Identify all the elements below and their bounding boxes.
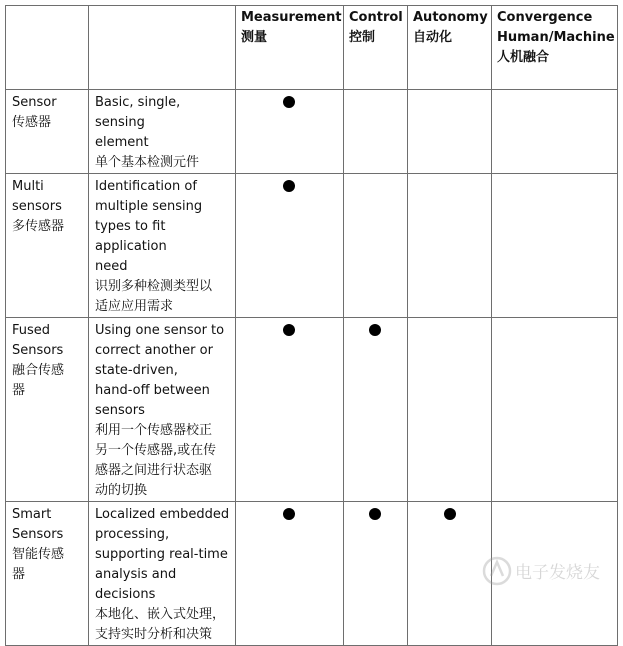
convergence-cell [492,174,618,318]
row-description: Basic, single, sensing element 单个基本检测元件 [89,90,236,174]
control-cell [344,502,408,646]
table-row [6,318,618,502]
autonomy-cell [408,318,492,502]
control-cell [344,90,408,174]
watermark-logo [481,554,609,588]
measurement-cell [236,90,344,174]
row-label: Fused Sensors 融合传感 器 [6,318,89,502]
table-row [6,174,618,318]
measurement-cell [236,502,344,646]
elecfans-logo-icon [484,558,510,584]
bullet-dot-icon [283,508,295,520]
row-label: Multi sensors 多传感器 [6,174,89,318]
control-cell [344,174,408,318]
header-control: Control 控制 [344,6,408,90]
bullet-dot-icon [283,324,295,336]
row-description: Localized embedded processing, supporting real-time analysis and decisions 本地化、嵌入式处理， 支持实时分析和决策 [89,502,236,646]
row-label: Smart Sensors 智能传感 器 [6,502,89,646]
measurement-cell [236,174,344,318]
bullet-dot-icon [283,180,295,192]
header-row [6,6,618,90]
bullet-dot-icon [444,508,456,520]
header-empty-1 [6,6,89,90]
sensor-evolution-table [5,5,618,646]
header-autonomy: Autonomy 自动化 [408,6,492,90]
row-label: Sensor 传感器 [6,90,89,174]
table-row [6,90,618,174]
convergence-cell [492,318,618,502]
row-description: Using one sensor to correct another or state-driven, hand-off between sensors 利用一个传感器校正 另一个传感器,或在传 感器之间进行状态驱 动的切换 [89,318,236,502]
header-measurement: Measurement 测量 [236,6,344,90]
control-cell [344,318,408,502]
autonomy-cell [408,174,492,318]
measurement-cell [236,318,344,502]
bullet-dot-icon [283,96,295,108]
bullet-dot-icon [369,508,381,520]
convergence-cell [492,90,618,174]
bullet-dot-icon [369,324,381,336]
autonomy-cell [408,502,492,646]
row-description: Identification of multiple sensing types to fit application need 识别多种检测类型以 适应应用需求 [89,174,236,318]
watermark-text: 电子发烧友 [515,563,600,583]
autonomy-cell [408,90,492,174]
header-empty-2 [89,6,236,90]
header-convergence: Convergence Human/Machine 人机融合 [492,6,618,90]
